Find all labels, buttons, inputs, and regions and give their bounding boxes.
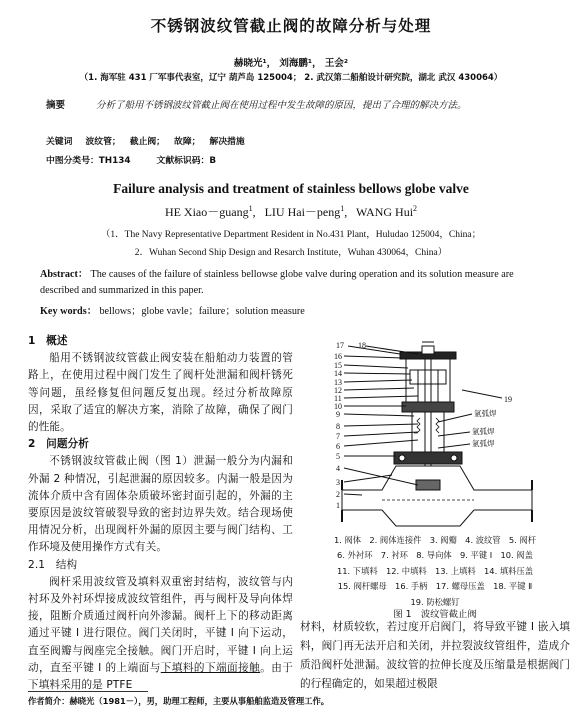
underlined-text: 下填料的下端面接触 [160, 661, 261, 674]
keyword-item: 波纹管； [85, 137, 121, 147]
author-sup: 2 [413, 204, 418, 213]
keywords-cn [46, 134, 251, 147]
authors-en: HE Xiao－guang$^1$, LIU Hai－peng$^1$, WANG Hui$^2$ [164, 204, 418, 219]
paragraph-text: 。由于下填料采用的是 PTFE [28, 661, 293, 692]
figure-number: 18 [358, 341, 366, 350]
figure-number: 9 [336, 410, 340, 419]
figure-number: 10 [334, 402, 342, 411]
weld-label: 氩弧焊 [472, 439, 495, 448]
figure-number: 7 [336, 432, 340, 441]
abstract-text-en: The causes of the failure of stainless bellowse globe valve during operation and its solution measure are described and summarized in this paper. [40, 269, 514, 296]
valve-body-shape [342, 466, 532, 526]
weld-label: 氩弧焊 [472, 427, 495, 436]
keywords-en [40, 302, 540, 317]
figure-number: 6 [336, 442, 340, 451]
author-name: LIU Hai－peng [264, 205, 341, 219]
keywords-label-cn: 关键词 [46, 137, 73, 147]
figure-number: 5 [336, 452, 340, 461]
figure-number: 3 [336, 478, 340, 487]
valve-diagram [322, 340, 557, 532]
section-paragraph: 船用不锈钢波纹管截止阀安装在船舶动力装置的管路上，在使用过程中阀门发生了阀杆处泄漏和阀杆锈死等问题，虽经修复但问题反复出现。经过分析故障原因，采取了适宜的解决方案，消除了故障，确保了阀门的性能。 [28, 352, 293, 434]
affiliation-en-1: （1．The Navy Representative Department Resident in No.431 Plant，Huludao 125004，China； [100, 230, 482, 240]
legend-line: 19. 防松螺钉 [410, 596, 460, 607]
doc-code-label: 文献标识码： [156, 156, 210, 166]
legend-line: 6. 外衬环 7. 衬环 8. 导向体 9. 平键 Ⅰ 10. 阀盖 [337, 550, 533, 561]
figure-number: 8 [336, 422, 340, 431]
top-nut-shape [422, 346, 434, 354]
figure-number: 13 [334, 378, 342, 387]
keyword-item: 截止阀； [129, 137, 165, 147]
abstract-en [40, 267, 540, 298]
figure-number: 1 [336, 501, 340, 510]
abstract-label-cn: 摘要 [46, 100, 66, 111]
left-column [28, 333, 293, 694]
figure-number: 17 [336, 341, 344, 350]
keywords-text-en: bellows；globe vavle；failure；solution measure [99, 306, 305, 317]
keywords-label-en: Key words： [40, 306, 97, 317]
section-heading: 2 问题分析 [28, 438, 89, 451]
author-name: WANG Hui [356, 205, 414, 219]
legend-line: 11. 下填料 12. 中填料 13. 上填料 14. 填料压盖 [336, 565, 534, 576]
affiliation-en-2: 2．Wuhan Second Ship Design and Resarch Institute，Wuhan 430064，China） [134, 248, 448, 258]
author-name: HE Xiao－guang [164, 205, 249, 219]
doc-code-value: B [209, 156, 217, 166]
subsection-heading: 2.1 结构 [28, 558, 78, 571]
figure-number: 2 [336, 490, 340, 499]
keyword-item: 故障； [174, 137, 201, 147]
figure-legend [300, 533, 570, 610]
clc-value: TH134 [98, 156, 131, 166]
figure-number: 4 [336, 464, 340, 473]
keyword-item: 解决措施 [209, 137, 245, 147]
legend-line: 1. 阀体 2. 阀体连接件 3. 阀瓣 4. 波纹管 5. 阀杆 [333, 535, 537, 545]
abstract-label-en: Abstract： [40, 269, 89, 280]
legend-line: 15. 阀杆螺母 16. 手柄 17. 螺母压盖 18. 平键 Ⅱ [337, 581, 533, 592]
paper-title-cn: 不锈钢波纹管截止阀的故障分析与处理 [150, 17, 432, 35]
right-column-paragraph: 材料，材质较软，若过度开启阀门，将导致平键 Ⅰ 嵌入填料，阀门再无法开启和关闭，并拉裂波纹管组件，造成介质沿阀杆处泄漏。波纹管的拉伸长度及压缩量是根据阀门的行程确定的，如果超过极限 [300, 621, 570, 690]
figure-number: 19 [504, 395, 512, 404]
abstract-cn [40, 96, 540, 115]
paper-title-en: Failure analysis and treatment of stainless bellows globe valve [113, 181, 469, 196]
author-sup: 1 [340, 204, 345, 213]
figure-number: 16 [334, 352, 342, 361]
figure-number: 11 [334, 394, 342, 403]
section-paragraph [28, 574, 293, 694]
figure-number: 15 [334, 361, 342, 370]
figure-caption: 图 1 波纹管截止阀 [393, 609, 477, 620]
weld-label: 氩弧焊 [474, 409, 497, 418]
bonnet-flange-shape [402, 402, 454, 412]
authors-cn: 赫晓光¹， 刘海鹏¹， 王会² [233, 58, 349, 69]
disc-shape [416, 480, 440, 490]
figure-number: 14 [334, 369, 342, 378]
abstract-text-cn: 分析了船用不锈钢波纹管截止阀在使用过程中发生故障的原因，提出了合理的解决方法。 [96, 100, 467, 111]
footnote-rule [28, 691, 148, 692]
section-paragraph: 不锈钢波纹管截止阀（图 1）泄漏一般分为内漏和外漏 2 种情况，引起泄漏的原因较多。内漏一般是因为流体介质中含有固体杂质破坏密封面引起的，外漏的主要原因是波纹管破裂导致的密封边界失效。结合现场使用情况分析，出现阀杆外漏的原因主要与阀门结构、工作环境及使用操作方式有关。 [28, 455, 293, 554]
paragraph-text: 阀杆采用波纹管及填料双重密封结构，波纹管与内衬环及外衬环焊接成波纹管组件，再与阀杆及导向体焊接，阻断介质通过阀杆向外渗漏。阀杆上下的移动距离通过平键 Ⅰ 进行限位。阀门关闭时，平键 Ⅰ 向下运动，直至阀瓣与阀座完全接触。阀门开启时，平键 Ⅰ 向上运动，直至平键 Ⅰ 的上端面与 [28, 575, 293, 674]
clc-label: 中图分类号： [46, 156, 99, 166]
author-footnote: 作者简介：赫晓光（1981－），男，助理工程师，主要从事船舶监造及管理工作。 [28, 696, 330, 706]
author-sup: 1 [248, 204, 253, 213]
figure-number: 12 [334, 386, 342, 395]
section-heading: 1 概述 [28, 335, 68, 347]
affiliation-cn: （1. 海军驻 431 厂军事代表室，辽宁 葫芦岛 125004； 2. 武汉第二船舶设计研究院，湖北 武汉 430064） [79, 73, 503, 83]
classification-cn [46, 153, 216, 166]
